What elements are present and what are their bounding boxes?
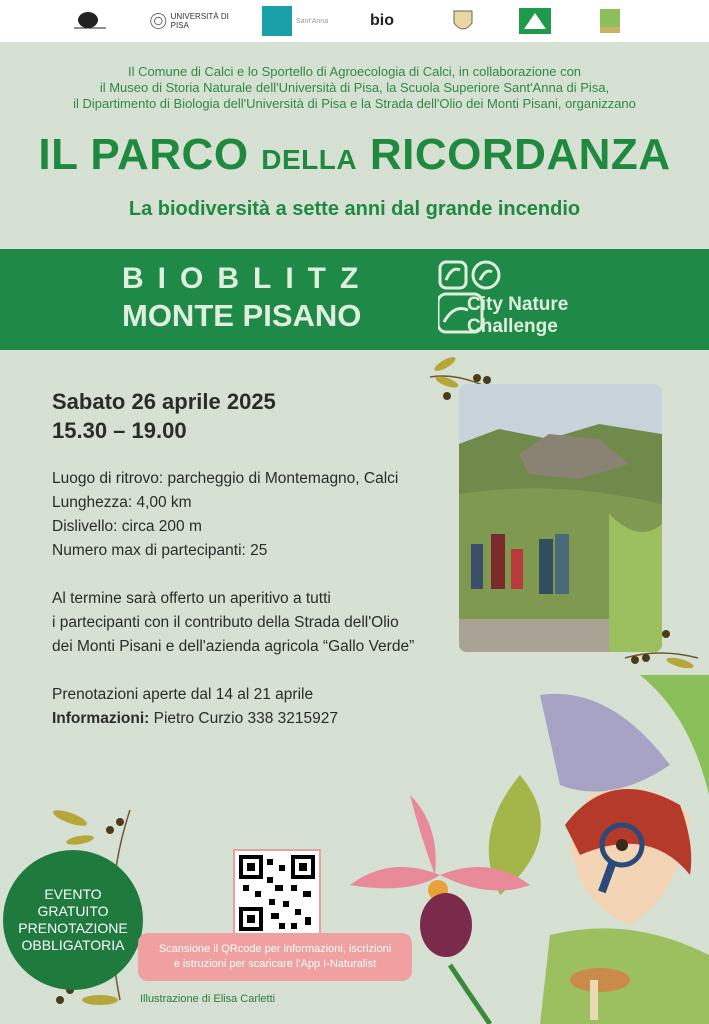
meeting-point: Luogo di ritrovo: parcheggio di Montemagno, Calci xyxy=(52,470,399,487)
aperitivo-line-2: i partecipanti con il contributo della Strada dell'Olio xyxy=(52,614,399,631)
illustration-credit: Illustrazione di Elisa Carletti xyxy=(140,993,276,1005)
dipartimento-biologia-logo xyxy=(370,6,406,36)
sportello-agroecologia-logo xyxy=(518,6,552,36)
qr-instructions xyxy=(138,933,412,981)
aperitivo-line-1: Al termine sarà offerto un aperitivo a tutti xyxy=(52,590,331,607)
bio-text: bio xyxy=(370,12,394,29)
max-participants: Numero max di partecipanti: 25 xyxy=(52,542,268,559)
olive-branch-right-icon xyxy=(620,628,700,678)
main-title xyxy=(0,130,709,180)
info-value: Pietro Curzio 338 3215927 xyxy=(149,710,339,727)
elevation: Dislivello: circa 200 m xyxy=(52,518,202,535)
qr-code-icon xyxy=(235,851,319,935)
cnc-line-2: Challenge xyxy=(467,316,558,337)
subtitle: La biodiversità a sette anni dal grande incendio xyxy=(128,198,581,220)
intro-line-2: il Museo di Storia Naturale dell'Università di Pisa, la Scuola Superiore Sant'Anna di Pisa, xyxy=(99,80,610,95)
title-part-2: DELLA xyxy=(261,144,358,175)
hikers-photo xyxy=(459,384,662,652)
logo-bar xyxy=(0,0,709,42)
aperitivo-line-3: dei Monti Pisani e dell'azienda agricola “Gallo Verde” xyxy=(52,638,415,655)
qr-note-line-2: e istruzioni per scaricare l'App I-Naturalist xyxy=(173,958,377,970)
badge-line-3: PRENOTAZIONE xyxy=(18,920,128,936)
event-datetime xyxy=(52,387,276,445)
booking-period: Prenotazioni aperte dal 14 al 21 aprile xyxy=(52,686,314,703)
badge-line-1: EVENTO xyxy=(44,886,102,902)
title-part-1: IL PARCO xyxy=(38,130,262,179)
intro-line-3: il Dipartimento di Biologia dell'Università di Pisa e la Strada dell'Olio dei Monti Pisani, organizzano xyxy=(73,96,636,111)
free-event-badge xyxy=(3,850,143,990)
qr-code[interactable] xyxy=(233,849,321,937)
length: Lunghezza: 4,00 km xyxy=(52,494,192,511)
universita-pisa-text: UNIVERSITÀ DI PISA xyxy=(170,12,229,30)
intro-text xyxy=(20,64,689,112)
title-part-3: RICORDANZA xyxy=(357,130,671,179)
badge-line-2: GRATUITO xyxy=(37,903,109,919)
sant-anna-logo xyxy=(296,6,334,36)
info-label: Informazioni: xyxy=(52,710,150,727)
museo-storia-naturale-logo xyxy=(62,6,114,36)
intro-line-1: Il Comune di Calci e lo Sportello di Agroecologia di Calci, in collaborazione con xyxy=(127,64,582,79)
cnc-line-1: City Nature xyxy=(467,294,569,315)
universita-pisa-logo xyxy=(150,6,230,36)
sant-anna-text: Sant'Anna xyxy=(296,17,329,25)
strada-olio-logo xyxy=(596,6,628,36)
bioblitz-title: BIOBLITZ xyxy=(122,262,373,295)
city-nature-challenge-text xyxy=(467,294,568,338)
qr-note-line-1: Scansione il QRcode per informazioni, iscrizioni xyxy=(158,943,392,955)
event-date: Sabato 26 aprile 2025 xyxy=(52,389,276,414)
scienze-piante-logo xyxy=(262,6,292,36)
comune-calci-logo xyxy=(452,6,476,36)
event-time: 15.30 – 19.00 xyxy=(52,418,187,443)
badge-line-4: OBBLIGATORIA xyxy=(21,937,125,953)
monte-pisano-title: MONTE PISANO xyxy=(122,298,362,333)
